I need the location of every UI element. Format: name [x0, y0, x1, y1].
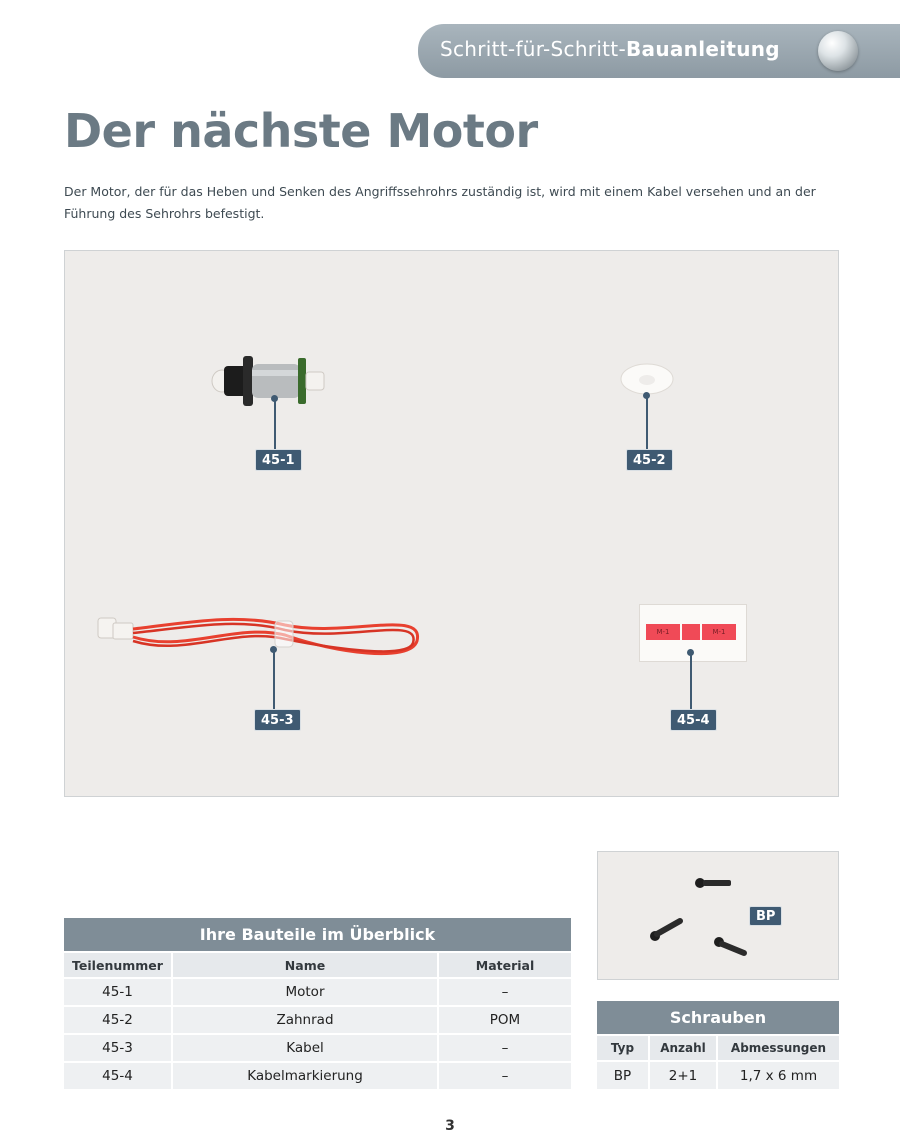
banner-title-light: Schritt-für-Schritt- [440, 37, 626, 61]
part-tag-45-3: 45-3 [254, 709, 301, 731]
part-material-cell: – [438, 978, 571, 1006]
page-title [64, 104, 538, 158]
tag-45-3-leader [273, 650, 275, 710]
screw-type-cell: BP [597, 1061, 649, 1089]
screw-size-cell: 1,7 x 6 mm [717, 1061, 839, 1089]
page-number: 3 [445, 1118, 455, 1134]
page-title-bold: Motor [386, 104, 538, 158]
part-tag-45-4: 45-4 [670, 709, 717, 731]
part-tag-45-2: 45-2 [626, 449, 673, 471]
screws-col-header: Abmessungen [717, 1035, 839, 1061]
screw-image [694, 876, 734, 890]
parts-col-header: Name [172, 952, 438, 978]
parts-photo [64, 250, 839, 797]
table-row [64, 1062, 571, 1090]
table-row [64, 1034, 571, 1062]
page-title-light: Der nächste [64, 104, 387, 158]
part-number-cell: 45-3 [64, 1034, 172, 1062]
screw-count-cell: 2+1 [649, 1061, 717, 1089]
parts-table-caption: Ihre Bauteile im Überblick [64, 918, 571, 952]
marker-label-left: M-1 [646, 624, 680, 640]
part-number-cell: 45-1 [64, 978, 172, 1006]
screw-tag-bp: BP [749, 906, 782, 926]
part-name-cell: Kabel [172, 1034, 438, 1062]
screw-image [648, 916, 684, 944]
screws-table-caption: Schrauben [597, 1001, 839, 1035]
tag-45-1-leader [274, 399, 276, 451]
part-material-cell: – [438, 1034, 571, 1062]
tag-45-4-leader [690, 653, 692, 710]
part-name-cell: Motor [172, 978, 438, 1006]
part-number-cell: 45-2 [64, 1006, 172, 1034]
banner-title-bold: Bauanleitung [625, 37, 780, 61]
cable-image [95, 603, 430, 673]
screws-photo [597, 851, 839, 980]
part-material-cell: – [438, 1062, 571, 1090]
parts-overview-table [64, 918, 571, 1091]
banner-sphere-icon [818, 31, 858, 71]
table-row [64, 978, 571, 1006]
part-material-cell: POM [438, 1006, 571, 1034]
banner-title [440, 37, 780, 61]
tag-45-2-leader [646, 396, 648, 451]
part-name-cell: Zahnrad [172, 1006, 438, 1034]
part-tag-45-1: 45-1 [255, 449, 302, 471]
part-name-cell: Kabelmarkierung [172, 1062, 438, 1090]
parts-col-header: Material [438, 952, 571, 978]
screws-col-header: Typ [597, 1035, 649, 1061]
table-row [64, 1006, 571, 1034]
section-banner [418, 24, 900, 78]
marker-strip [682, 624, 700, 640]
screw-image [712, 936, 748, 958]
screws-table [597, 1001, 839, 1089]
screws-col-header: Anzahl [649, 1035, 717, 1061]
part-number-cell: 45-4 [64, 1062, 172, 1090]
intro-text: Der Motor, der für das Heben und Senken des Angriffssehrohrs zuständig ist, wird mit einem Kabel versehen und an der Führung des Sehrohrs befestigt. [64, 184, 816, 221]
parts-col-header: Teilenummer [64, 952, 172, 978]
marker-label-right: M-1 [702, 624, 736, 640]
table-row [597, 1061, 839, 1089]
